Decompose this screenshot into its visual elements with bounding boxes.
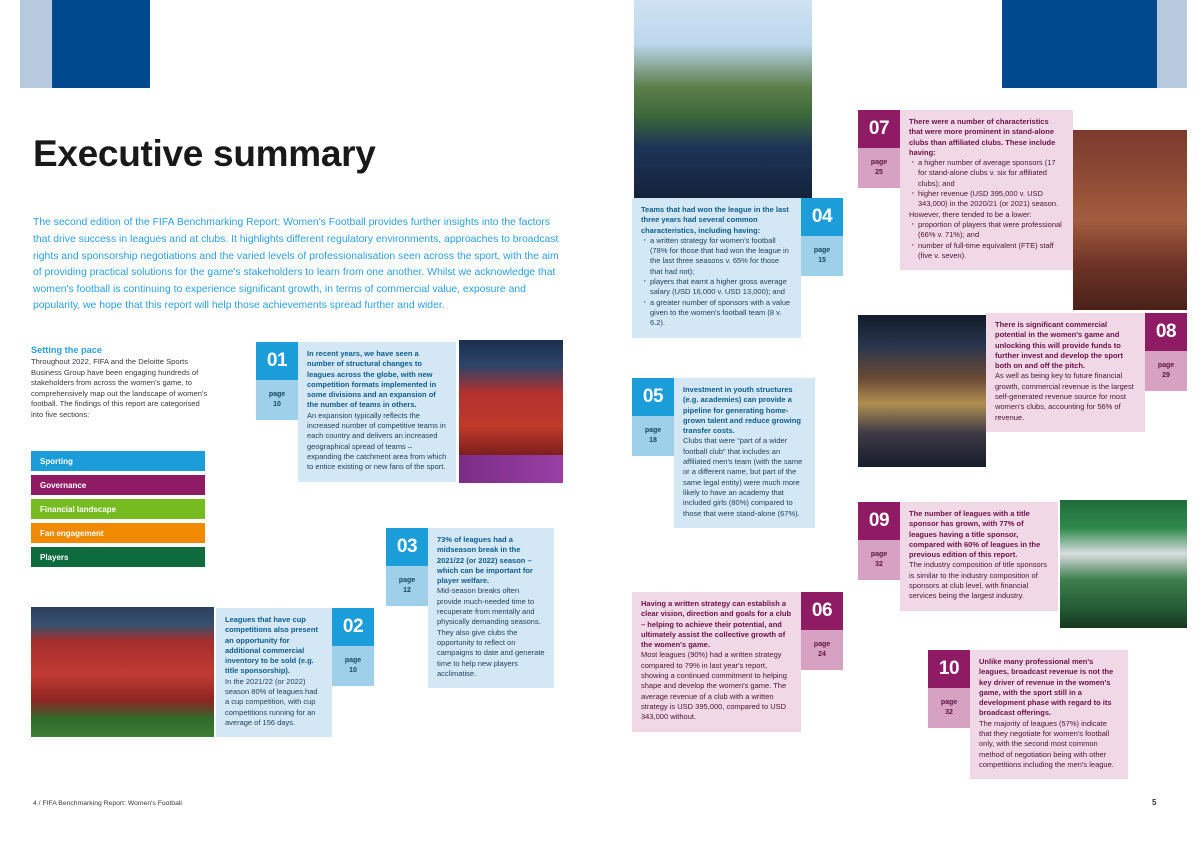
insight-lead: Having a written strategy can establish a clear vision, direction and goals for a club – helping to achieve their potential, and ultimately assist the collective growth of the women's game. [641,599,792,650]
insight-badge-03 [386,528,428,606]
insight-bullet: · a written strategy for women's football (78% for those that had won the league in the last three seasons v. 65% for those that had not); [650,236,792,277]
photo-team-lineup-red [31,607,214,737]
insight-bullet: · higher revenue (USD 395,000 v. USD 343,000) in the 2020/21 (or 2021) season. [918,189,1064,210]
insight-badge-06 [801,592,843,670]
category-bar-fan-engagement[interactable] [31,523,205,543]
insight-rest: The industry composition of title sponsors is similar to the industry composition of sponsors at club level, with financial services being the largest industry. [909,560,1047,601]
page-label: page [1157,362,1175,369]
insight-number: 03 [386,528,428,566]
page-number: 10 [273,401,281,408]
insight-card-01[interactable] [256,342,456,482]
insight-bullet: · players that earnt a higher gross average salary (USD 16,000 v. USD 13,000); and [650,277,792,298]
insight-rest: Most leagues (90%) had a written strategy compared to 79% in last year's report, showing a continued commitment to helping shape and develop the women's game. The average revenue of a club with a written strategy is USD 395,000, compared to USD 343,000 without. [641,650,787,722]
insight-lead: Leagues that have cup competitions also present an opportunity for additional commercial inventory to be sold (e.g. title sponsorship). [225,615,318,676]
insight-number: 02 [332,608,374,646]
photo-team-huddle-green [1060,500,1187,628]
page-number: 10 [349,667,357,674]
page-label: page [344,657,362,664]
insight-body [986,313,1145,432]
top-decor-bar-right-light [1157,0,1187,88]
page-number: 18 [649,437,657,444]
insight-bullet: · a greater number of sponsors with a value given to the women's football team (8 v. 6.2). [650,298,792,329]
insight-body [900,110,1073,270]
insight-page-ref [1145,351,1187,391]
page-label: page [813,247,831,254]
category-label: Sporting [40,456,73,466]
insight-number: 07 [858,110,900,148]
insight-bullet-list-2 [909,220,1064,261]
insight-rest: As well as being key to future financial growth, commercial revenue is the largest self-generated revenue source for most women's clubs, accounting for 56% of revenue. [995,371,1134,422]
insight-badge-04 [801,198,843,276]
insight-number: 08 [1145,313,1187,351]
page-number: 15 [818,257,826,264]
footer-left-text: 4 / FIFA Benchmarking Report: Women's Football [33,800,182,807]
insight-number: 04 [801,198,843,236]
insight-body [428,528,554,688]
insight-body [298,342,456,482]
insight-rest: An expansion typically reflects the increased number of competitive teams in each country and delivers an increased geographical spread of teams – expanding the catchment area from which to entice existing or new fans of the sport. [307,410,447,472]
photo-crowd-stands [1073,130,1187,310]
insight-lead: Unlike many professional men's leagues, broadcast revenue is not the key driver of revenue in the women's game, with the sport still in a development phase with regard to its broadcast offerings. [979,657,1114,718]
category-bar-governance[interactable] [31,475,205,495]
insight-badge-05 [632,378,674,456]
insight-mid-text: However, there tended to be a lower: [909,209,1032,219]
insight-badge-08 [1145,313,1187,391]
top-decor-bar-left-navy [52,0,150,88]
category-label: Governance [40,480,87,490]
insight-rest: The majority of leagues (57%) indicate that they negotiate for women's football only, with the second most common method of negotiation being with other competitions including the men's league. [979,718,1114,769]
insight-card-02[interactable] [216,608,374,737]
page-number: 24 [818,651,826,658]
insight-card-06[interactable] [632,592,843,732]
insight-lead: Teams that had won the league in the last three years had several common characteristics, including having: [641,205,789,235]
insight-lead: There were a number of characteristics that were more prominent in stand-alone clubs than affiliated clubs. These include having: [909,117,1056,157]
insight-body [216,608,332,737]
insight-rest: Clubs that were “part of a wider football club” that includes an affiliated men's team (with the same or a different name, but part of the same legal entity) were much more likely to have an academy that included girls (80%) compared to those that were stand-alone (67%). [683,436,803,518]
insight-bullet: · number of full-time equivalent (FTE) staff (five v. seven). [918,241,1064,262]
insight-badge-01 [256,342,298,420]
page-title: Executive summary [33,132,376,174]
insight-page-ref [632,416,674,456]
insight-page-ref [386,566,428,606]
insight-rest: Mid-season breaks often provide much-needed time to recuperate from mentally and physically demanding seasons. They also give clubs the opportunity to reflect on campaigns to date and generate time to help new players acclimatise. [437,586,545,678]
category-bar-sporting[interactable] [31,451,205,471]
insight-card-05[interactable] [632,378,815,528]
insight-body [900,502,1058,611]
insight-number: 01 [256,342,298,380]
insight-bullet: · a higher number of average sponsors (17 for stand-alone clubs v. six for affiliated clubs); and [918,158,1064,189]
page-label: page [268,391,286,398]
page-number: 32 [945,709,953,716]
insight-page-ref [256,380,298,420]
insight-card-10[interactable] [928,650,1128,779]
insight-number: 09 [858,502,900,540]
top-decor-bar-left-light [20,0,52,88]
photo-team-celebration-cup [858,315,986,467]
insight-page-ref [332,646,374,686]
footer-page-number: 5 [1152,798,1157,807]
setting-the-pace-heading: Setting the pace [31,345,102,355]
insight-page-ref [928,688,970,728]
insight-card-08[interactable] [986,313,1187,432]
page-label: page [813,641,831,648]
page-label: page [644,427,662,434]
insight-badge-09 [858,502,900,580]
page-label: page [870,159,888,166]
insight-rest: In the 2021/22 (or 2022) season 80% of leagues had a cup competition, with cup competitions running for an average of 156 days. [225,676,318,727]
insight-card-07[interactable] [858,110,1073,270]
insight-number: 06 [801,592,843,630]
insight-badge-10 [928,650,970,728]
insight-body [632,198,801,338]
insight-number: 05 [632,378,674,416]
insight-bullet: · proportion of players that were professional (66% v. 71%); and [918,220,1064,241]
page-number: 12 [403,587,411,594]
insight-badge-07 [858,110,900,188]
page-number: 25 [875,169,883,176]
insight-body [674,378,815,528]
insight-body [632,592,801,732]
insight-number: 10 [928,650,970,688]
intro-paragraph: The second edition of the FIFA Benchmarking Report: Women's Football provides further insights into the factors that drive success in leagues and at clubs. It highlights different regulatory environments, approaches to broadcast rights and sponsorship negotiations and the varied levels of professionalisation seen across the sport, with the aim of providing practical solutions for the game's stakeholders to learn from one another. Whilst we acknowledge that women's football is continuing to experience significant growth, in terms of commercial value, exposure and popularity, we hope that this report will help those achievements spread further and wider. [33,217,559,312]
insight-badge-02 [332,608,374,686]
photo-caption-banner [459,455,563,483]
insight-card-04[interactable] [632,198,843,338]
category-label: Fan engagement [40,528,104,538]
insight-page-ref [801,630,843,670]
category-bar-players[interactable] [31,547,205,567]
insight-bullet-list [909,158,1064,209]
insight-lead: There is significant commercial potential in the women's game and unlocking this will provide funds to further invest and develop the sport both on and off the pitch. [995,320,1123,371]
insight-bullet-list [641,236,792,329]
page-number: 32 [875,561,883,568]
insight-body [970,650,1128,779]
insight-page-ref [858,540,900,580]
insight-page-ref [801,236,843,276]
insight-lead: 73% of leagues had a midseason break in the 2021/22 (or 2022) season – which can be important for player welfare. [437,535,533,586]
insight-card-03[interactable] [386,528,554,688]
insight-lead: Investment in youth structures (e.g. academies) can provide a pipeline for generating home-grown talent and reduce growing transfer costs. [683,385,801,436]
page-label: page [940,699,958,706]
insight-lead: In recent years, we have seen a number of structural changes to leagues across the globe, with new competition formats implemented in some divisions and an expansion of the number of teams in others. [307,349,437,410]
insight-page-ref [858,148,900,188]
category-bar-financial-landscape[interactable] [31,499,205,519]
page-label: page [398,577,416,584]
category-label: Financial landscape [40,504,117,514]
setting-the-pace-body: Throughout 2022, FIFA and the Deloitte Sports Business Group have been engaging hundreds of stakeholders from across the women's game, to comprehensively map out the landscape of women's football. The findings of this report are categorised into five sections: [31,357,208,419]
photo-trophy-lift-top [634,0,812,198]
page-number: 29 [1162,372,1170,379]
category-label: Players [40,552,69,562]
page-label: page [870,551,888,558]
top-decor-bar-right-navy [1002,0,1157,88]
insight-lead: The number of leagues with a title sponsor has grown, with 77% of leagues having a title sponsor, compared with 60% of leagues in the previous edition of this report. [909,509,1041,560]
insight-card-09[interactable] [858,502,1058,611]
